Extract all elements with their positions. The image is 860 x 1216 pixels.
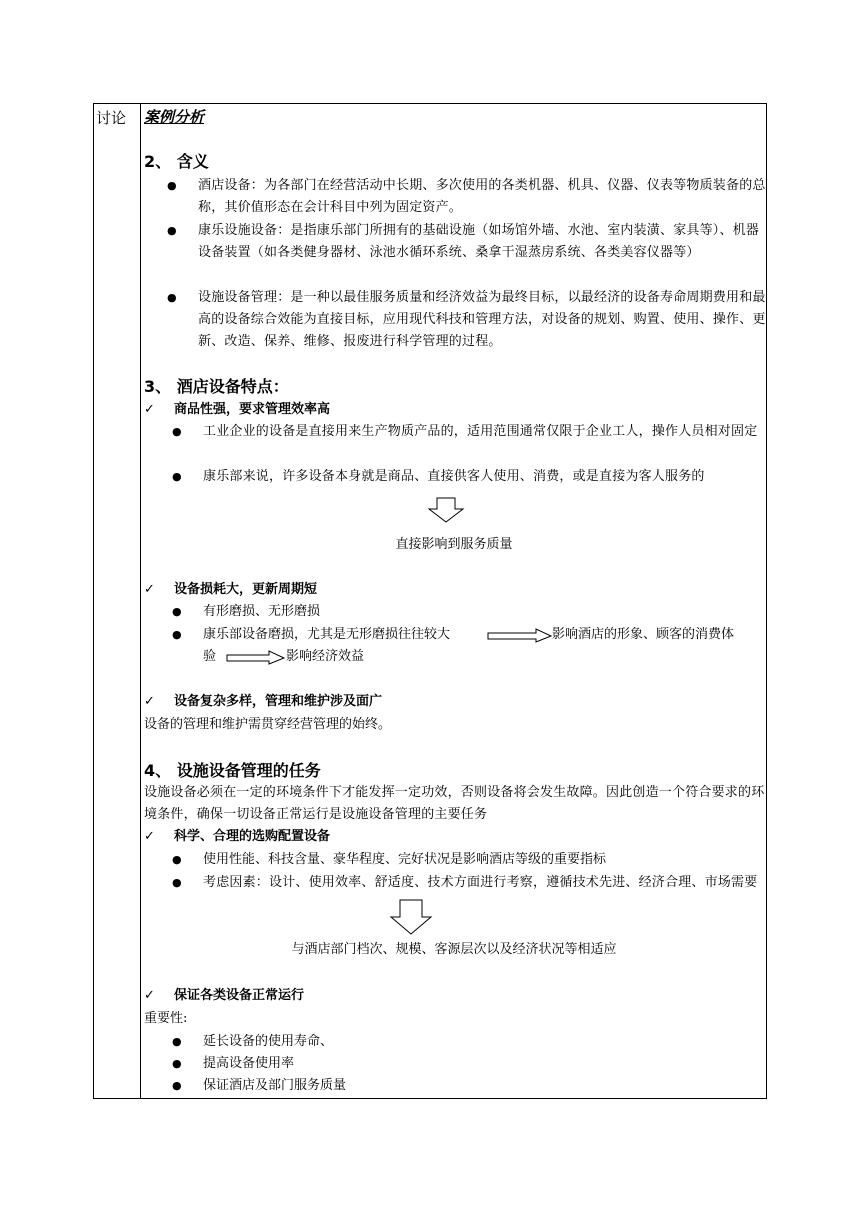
bullet-icon: ● bbox=[172, 876, 182, 889]
sec3-check2-heading bbox=[144, 580, 317, 600]
bullet-icon: ● bbox=[172, 605, 182, 618]
down-arrow-icon bbox=[390, 899, 432, 935]
sec4-check2-title: 保证各类设备正常运行 bbox=[174, 988, 305, 1003]
section-3-title: 3、 酒店设备特点： bbox=[144, 377, 289, 396]
sec3-check1-heading bbox=[144, 400, 330, 420]
right-arrow-icon bbox=[227, 651, 285, 665]
bullet-icon: ● bbox=[172, 1035, 182, 1048]
sec3-check1-title: 商品性强，要求管理效率高 bbox=[174, 402, 331, 417]
label-column bbox=[94, 104, 141, 1098]
check-icon: ✓ bbox=[144, 988, 155, 1003]
section-2-title: 2、 含义 bbox=[144, 152, 209, 171]
bullet-icon: ● bbox=[167, 291, 177, 304]
sec3-check2-item-2a: 康乐部设备磨损，尤其是无形磨损往往较大 bbox=[203, 627, 451, 642]
check-icon: ✓ bbox=[144, 829, 155, 844]
sec3-check2-item-2b: 影响酒店的形象、顾客的消费体 bbox=[552, 627, 735, 642]
sec3-check2-item-2c: 验 bbox=[203, 649, 217, 664]
sec3-check1-item-2: 康乐部来说，许多设备本身就是商品、直接供客人使用、消费，或是直接为客人服务的 bbox=[203, 469, 705, 484]
check-icon: ✓ bbox=[144, 582, 155, 597]
sec2-item-2: 康乐设施设备：是指康乐部门所拥有的基础设施（如场馆外墙、水池、室内装潢、家具等）、机器设备装置（如各类健身器材、泳池水循环系统、桑拿干湿蒸房系统、各类美容仪器等） bbox=[198, 223, 760, 260]
sec3-check2-item-2d: 影响经济效益 bbox=[286, 649, 365, 664]
sec4-check2-heading bbox=[144, 986, 304, 1006]
sec4-check1-item-2: 考虑因素：设计、使用效率、舒适度、技术方面进行考察，遵循技术先进、经济合理、市场需要 bbox=[203, 875, 758, 890]
sec4-check1-item-1: 使用性能、科技含量、豪华程度、完好状况是影响酒店等级的重要指标 bbox=[203, 852, 607, 867]
case-title: 案例分析 bbox=[144, 108, 205, 126]
sec3-check2-title: 设备损耗大，更新周期短 bbox=[174, 582, 318, 597]
sec3-check1-result: 直接影响到服务质量 bbox=[395, 537, 513, 552]
bullet-icon: ● bbox=[167, 224, 177, 237]
discussion-label: 讨论 bbox=[96, 109, 127, 127]
sec3-check3-title: 设备复杂多样，管理和维护涉及面广 bbox=[174, 694, 383, 709]
sec3-check3-heading bbox=[144, 692, 382, 712]
right-arrow-icon bbox=[488, 629, 552, 643]
sec4-check1-title: 科学、合理的选购配置设备 bbox=[174, 829, 331, 844]
bullet-icon: ● bbox=[172, 425, 182, 438]
sec3-check2-item-1: 有形磨损、无形磨损 bbox=[203, 604, 321, 619]
down-arrow-icon bbox=[428, 497, 464, 523]
sec4-check2-item-2: 提高设备使用率 bbox=[203, 1056, 295, 1071]
sec4-check2-label: 重要性: bbox=[144, 1011, 188, 1026]
check-icon: ✓ bbox=[144, 402, 155, 417]
sec4-check2-item-1: 延长设备的使用寿命、 bbox=[203, 1034, 334, 1049]
section-4-title: 4、 设施设备管理的任务 bbox=[144, 761, 321, 780]
bullet-icon: ● bbox=[172, 628, 182, 641]
bullet-icon: ● bbox=[167, 179, 177, 192]
sec2-item-1: 酒店设备：为各部门在经营活动中长期、多次使用的各类机器、机具、仪器、仪表等物质装备的总称，其价值形态在会计科目中列为固定资产。 bbox=[198, 178, 766, 215]
sec2-item-3: 设施设备管理：是一种以最佳服务质量和经济效益为最终目标，以最经济的设备寿命周期费用和最高的设备综合效能为直接目标，应用现代科技和管理方法，对设备的规划、购置、使用、操作、更新、改造、保养、维修、报废进行科学管理的过程。 bbox=[198, 290, 766, 349]
bullet-icon: ● bbox=[172, 853, 182, 866]
sec3-check1-item-1: 工业企业的设备是直接用来生产物质产品的，适用范围通常仅限于企业工人，操作人员相对固定 bbox=[203, 424, 758, 439]
sec4-check2-item-3: 保证酒店及部门服务质量 bbox=[203, 1078, 347, 1093]
sec4-check1-result: 与酒店部门档次、规模、客源层次以及经济状况等相适应 bbox=[291, 942, 617, 957]
sec4-intro: 设施设备必须在一定的环境条件下才能发挥一定功效，否则设备将会发生故障。因此创造一个符合要求的环境条件，确保一切设备正常运行是设施设备管理的主要任务 bbox=[144, 785, 765, 822]
check-icon: ✓ bbox=[144, 694, 155, 709]
bullet-icon: ● bbox=[172, 470, 182, 483]
bullet-icon: ● bbox=[172, 1057, 182, 1070]
sec4-check1-heading bbox=[144, 827, 330, 847]
sec3-check3-text: 设备的管理和维护需贯穿经营管理的始终。 bbox=[144, 717, 392, 732]
bullet-icon: ● bbox=[172, 1079, 182, 1092]
